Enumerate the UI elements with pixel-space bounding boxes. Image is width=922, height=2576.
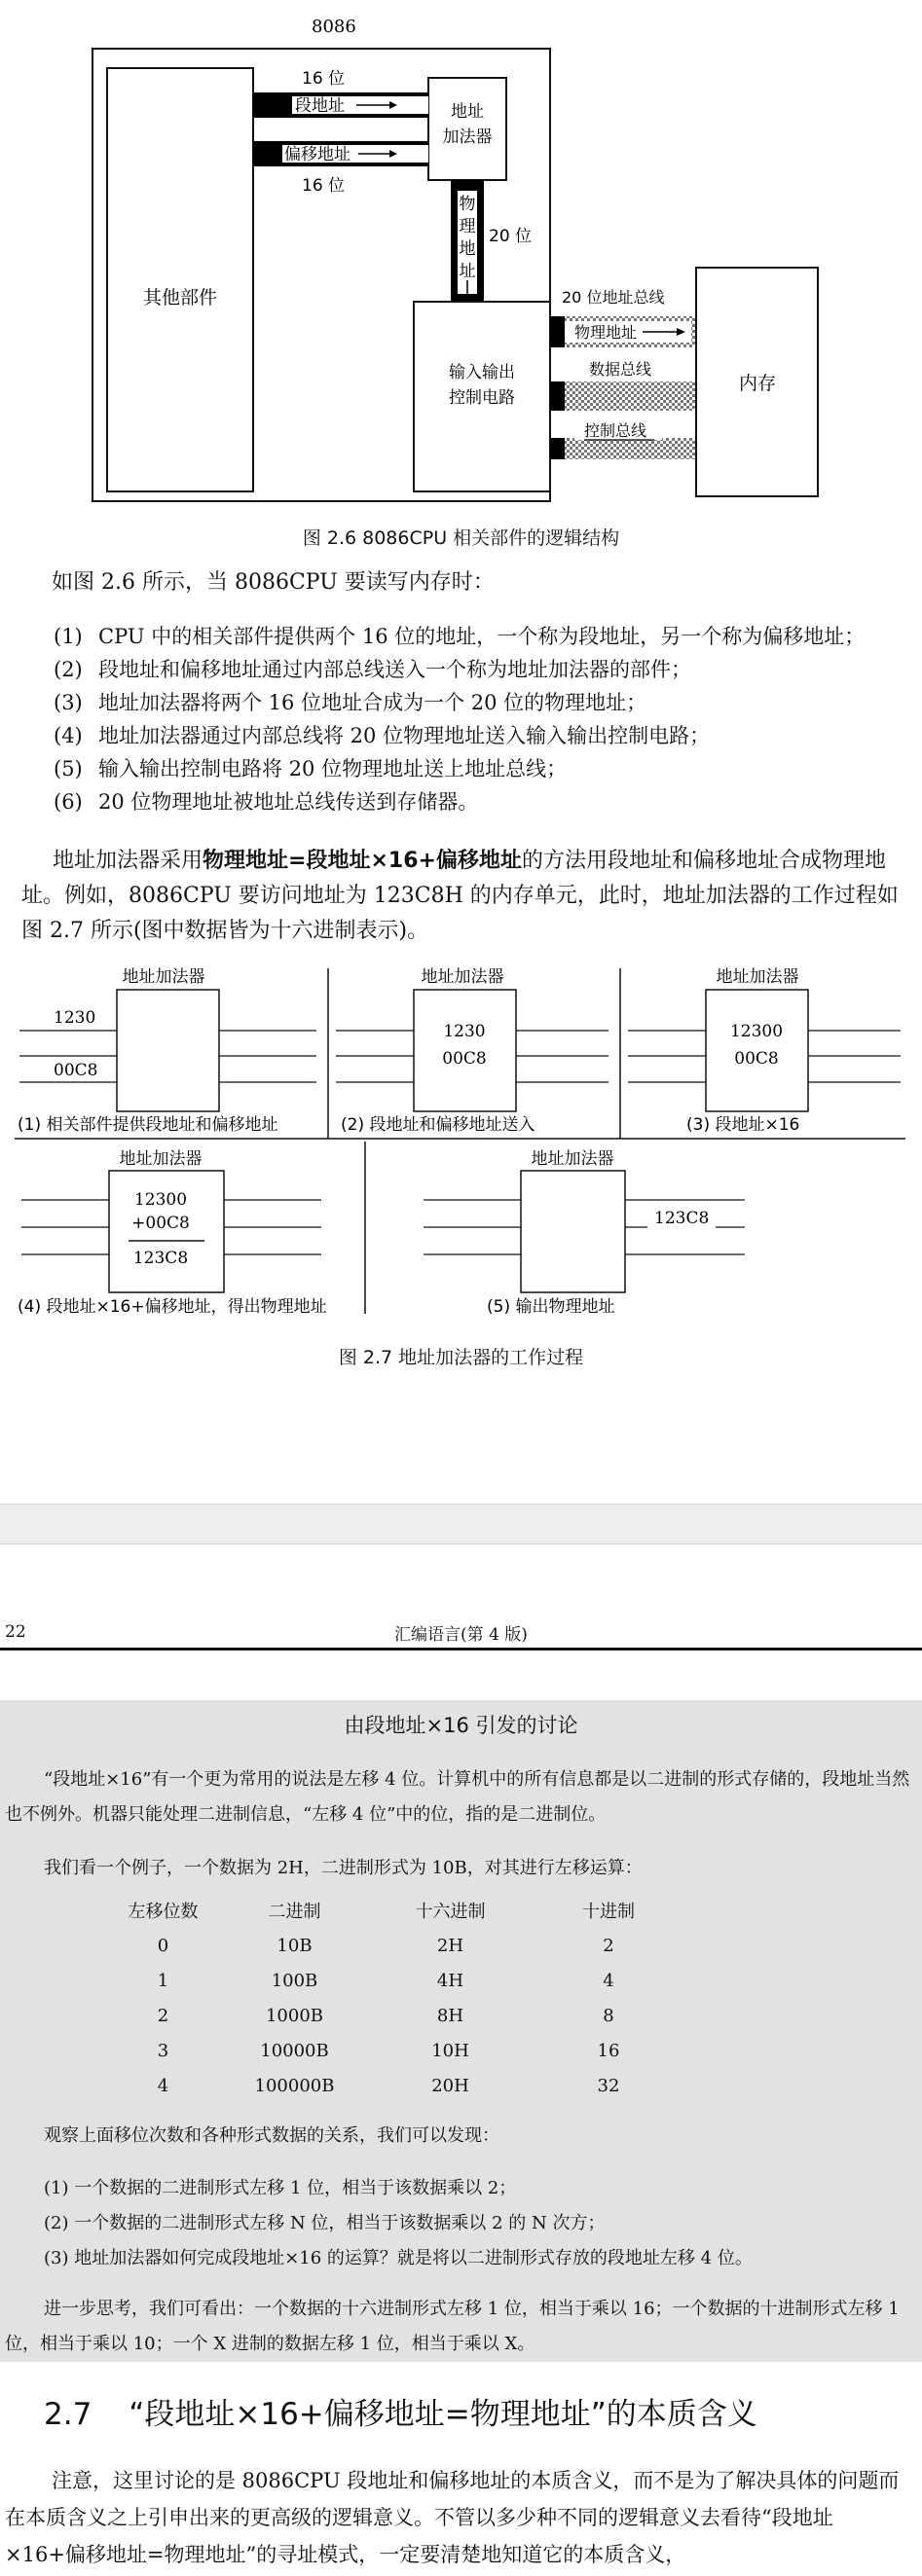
section-title: “段地址×16+偏移地址=物理地址”的本质含义 [129, 2397, 757, 2432]
discussion-p3: 观察上面移位次数和各种形式数据的关系，我们可以发现： [44, 2125, 499, 2146]
shift-table [102, 1893, 682, 2103]
figure-2-6-caption: 图 2.6 8086CPU 相关部件的逻辑结构 [302, 527, 620, 549]
p2-caption: (2) 段地址和偏移地址送入 [341, 1115, 535, 1135]
table-header-row [102, 1893, 682, 1928]
p5-output: 123C8 [654, 1209, 710, 1228]
adder-para-before: 地址加法器采用 [53, 849, 203, 873]
step-item [54, 620, 922, 653]
bits16-bottom: 16 位 [302, 176, 346, 196]
table-cell: 16 [597, 2040, 620, 2061]
header-rule [0, 1648, 922, 1651]
step-item [54, 785, 922, 818]
adder-label-2: 加法器 [442, 127, 493, 147]
table-cell: 2 [603, 1935, 614, 1956]
p2-offset: 00C8 [442, 1049, 487, 1069]
p3-caption: (3) 段地址×16 [686, 1115, 800, 1135]
p5-caption: (5) 输出物理地址 [487, 1297, 615, 1317]
table-cell: 4 [157, 2075, 169, 2096]
table-cell: 20H [431, 2075, 469, 2096]
adder-label-1: 地址 [451, 102, 484, 122]
p1-adder-label: 地址加法器 [122, 967, 205, 987]
segment-address-label: 段地址 [295, 96, 345, 116]
table-row [102, 1998, 682, 2033]
discussion-p4: 进一步思考，我们可看出：一个数据的十六进制形式左移 1 位，相当于乘以 16；一个数据的十进制形式左移 1 位，相当于乘以 10；一个 X 进制的数据左移 1 位，相当于乘以 X。 [5, 2299, 900, 2354]
step-item [54, 752, 922, 785]
col-header: 十六进制 [415, 1902, 486, 1922]
adder-paragraph [21, 844, 912, 949]
other-parts-box [107, 68, 253, 491]
page-gap [0, 1504, 922, 1544]
p4-seg-shifted: 12300 [133, 1190, 188, 1210]
step-number: (5) [54, 757, 83, 780]
p1-caption: (1) 相关部件提供段地址和偏移地址 [18, 1115, 278, 1135]
step-text: 段地址和偏移地址通过内部总线送入一个称为地址加法器的部件； [98, 658, 691, 681]
table-row [102, 1963, 682, 1998]
step-item [54, 653, 922, 686]
control-bus-label: 控制总线 [584, 421, 647, 440]
other-parts-label: 其他部件 [142, 287, 218, 308]
table-cell: 10000B [260, 2040, 329, 2061]
table-cell: 1 [157, 1970, 169, 1991]
physical-vertical-4: 址 [459, 262, 476, 281]
physical-address-label: 物理地址 [574, 323, 638, 342]
finding-3: (3) 地址加法器如何完成段地址×16 的运算？就是将以二进制形式存放的段地址左移 4 位。 [44, 2248, 753, 2268]
bus20-label: 20 位地址总线 [562, 288, 665, 307]
address-bus-end [550, 316, 565, 347]
section-number: 2.7 [44, 2397, 92, 2432]
col-header: 二进制 [268, 1902, 321, 1922]
bits16-top: 16 位 [302, 69, 346, 89]
discussion-p1: “段地址×16”有一个更为常用的说法是左移 4 位。计算机中的所有信息都是以二进制的形式存储的，段地址当然也不例外。机器只能处理二进制信息，“左移 4 位”中的位，指的是二进制位。 [5, 1769, 910, 1825]
p5-adder-label: 地址加法器 [531, 1149, 614, 1169]
adder-formula: 物理地址=段地址×16+偏移地址 [203, 849, 522, 873]
memory-label: 内存 [738, 373, 777, 394]
intro-text [24, 566, 901, 599]
physical-vertical-2: 理 [459, 217, 476, 236]
p2-adder-label: 地址加法器 [421, 967, 504, 987]
table-row [102, 2068, 682, 2103]
discussion-box [0, 1700, 922, 2362]
adder-para-after: 的方法用段地址和偏移地址合成物理地址。例如，8086CPU 要访问地址为 123C8H 的内存单元，此时，地址加法器的工作过程如图 2.7 所示(图中数据皆为十六进制表示)。 [21, 849, 899, 943]
finding-2: (2) 一个数据的二进制形式左移 N 位，相当于该数据乘以 2 的 N 次方； [44, 2213, 606, 2233]
table-cell: 10H [431, 2040, 469, 2061]
cpu-label: 8086 [312, 17, 356, 37]
p4-caption: (4) 段地址×16+偏移地址，得出物理地址 [18, 1297, 327, 1317]
step-text: 地址加法器通过内部总线将 20 位物理地址送入输入输出控制电路； [98, 724, 711, 747]
col-header: 十进制 [582, 1902, 635, 1922]
p3-segment: 12300 [729, 1022, 784, 1041]
table-row [102, 1928, 682, 1963]
table-cell: 3 [157, 2040, 169, 2061]
table-cell: 2 [157, 2005, 169, 2026]
figure-2-6 [0, 0, 922, 545]
p3-adder-label: 地址加法器 [716, 967, 799, 987]
step-text: 输入输出控制电路将 20 位物理地址送上地址总线； [98, 757, 568, 780]
bits20-label: 20 位 [489, 227, 533, 246]
offset-address-label: 偏移地址 [284, 145, 350, 164]
final-paragraph: 注意，这里讨论的是 8086CPU 段地址和偏移地址的本质含义，而不是为了解决具体的问题而在本质含义之上引申出来的更高级的逻辑意义。不管以多少种不同的逻辑意义去看待“段地址×16+偏移地址=物理地址”的寻址模式，一定要清楚地知道它的本质含义， [5, 2469, 900, 2566]
step-item [54, 719, 922, 752]
figure-2-7-caption: 图 2.7 地址加法器的工作过程 [338, 1347, 584, 1368]
physical-vertical-1: 物 [459, 195, 476, 214]
table-cell: 100B [271, 1970, 318, 1991]
data-bus-label: 数据总线 [589, 360, 652, 379]
step-item [54, 686, 922, 719]
figure-2-7 [0, 959, 922, 1328]
table-cell: 0 [157, 1935, 169, 1956]
table-cell: 32 [597, 2075, 620, 2096]
p2-segment: 1230 [443, 1022, 486, 1041]
p1-adder-box [117, 990, 219, 1111]
finding-1: (1) 一个数据的二进制形式左移 1 位，相当于该数据乘以 2； [44, 2178, 517, 2198]
data-bus-end [550, 381, 565, 411]
io-label-2: 控制电路 [449, 388, 515, 408]
step-number: (3) [54, 691, 83, 714]
control-bus [565, 438, 696, 459]
p3-offset: 00C8 [734, 1049, 779, 1069]
step-number: (1) [54, 625, 83, 648]
book-title: 汇编语言(第 4 版) [394, 1625, 528, 1645]
step-text: 20 位物理地址被地址总线传送到存储器。 [98, 790, 479, 814]
table-cell: 8 [603, 2005, 614, 2026]
data-bus [565, 381, 696, 411]
p4-adder-label: 地址加法器 [119, 1149, 203, 1169]
step-text: 地址加法器将两个 16 位地址合成为一个 20 位的物理地址； [98, 691, 647, 714]
table-cell: 100000B [254, 2075, 335, 2096]
step-number: (2) [54, 658, 83, 681]
p1-segment: 1230 [54, 1008, 96, 1028]
table-cell: 1000B [265, 2005, 324, 2026]
discussion-p2: 我们看一个例子，一个数据为 2H，二进制形式为 10B，对其进行左移运算： [44, 1858, 643, 1878]
table-cell: 4 [603, 1970, 614, 1991]
control-bus-end [550, 438, 565, 459]
discussion-title: 由段地址×16 引发的讨论 [344, 1714, 578, 1737]
physical-vertical-3: 地 [459, 239, 476, 259]
read-write-steps [54, 620, 922, 818]
col-header: 左移位数 [128, 1902, 199, 1922]
intro-line: 如图 2.6 所示，当 8086CPU 要读写内存时： [52, 570, 495, 595]
step-number: (6) [54, 790, 83, 814]
table-cell: 10B [277, 1935, 313, 1956]
table-cell: 4H [436, 1970, 464, 1991]
step-text: CPU 中的相关部件提供两个 16 位的地址，一个称为段地址，另一个称为偏移地址； [98, 625, 866, 648]
section-heading [44, 2389, 757, 2433]
page-number: 22 [5, 1622, 26, 1642]
table-row [102, 2033, 682, 2068]
table-cell: 8H [436, 2005, 464, 2026]
step-number: (4) [54, 724, 83, 747]
io-label-1: 输入输出 [449, 363, 515, 382]
p5-adder-box [521, 1171, 625, 1292]
p4-offset-add: +00C8 [131, 1214, 190, 1233]
p4-sum: 123C8 [132, 1249, 189, 1268]
p1-offset: 00C8 [54, 1061, 98, 1080]
table-cell: 2H [436, 1935, 464, 1956]
